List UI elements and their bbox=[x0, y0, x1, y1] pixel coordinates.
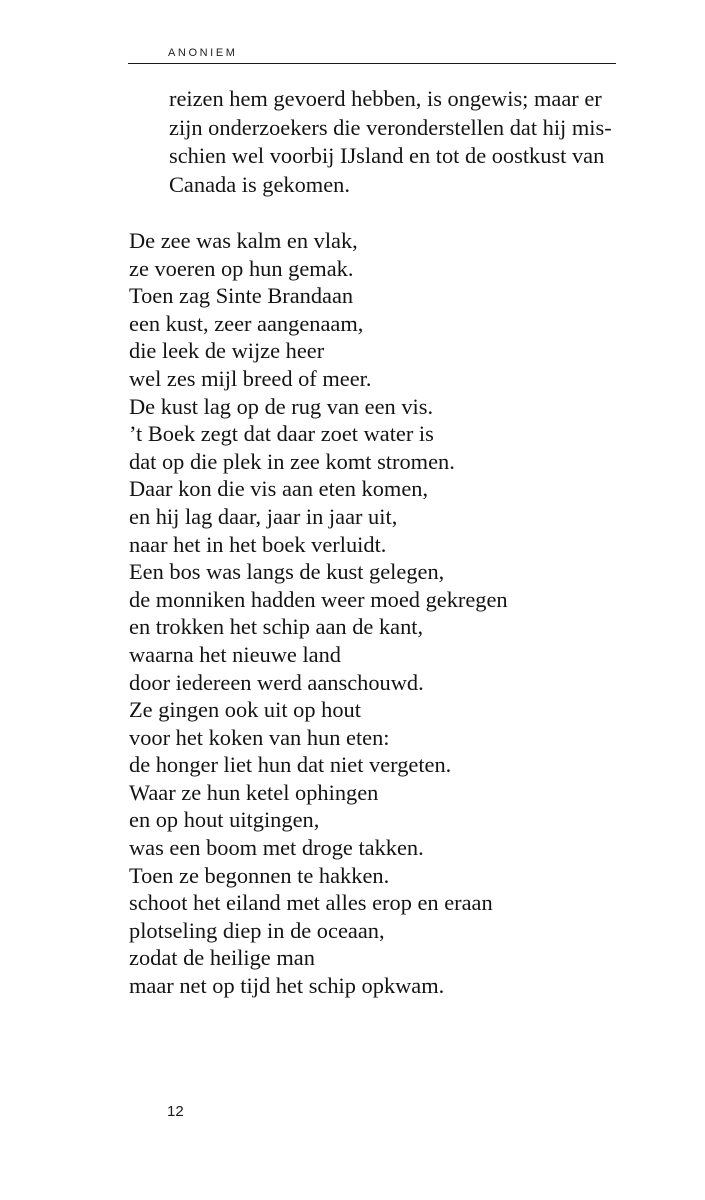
poem-line: Een bos was langs de kust gelegen, bbox=[129, 559, 445, 585]
poem-line: Toen ze begonnen te hakken. bbox=[129, 862, 390, 888]
poem-line: en op hout uitgingen, bbox=[129, 807, 320, 833]
page-number: 12 bbox=[167, 1103, 184, 1120]
poem-line: ze voeren op hun gemak. bbox=[129, 255, 354, 281]
header-rule bbox=[128, 63, 616, 64]
poem-line: waarna het nieuwe land bbox=[129, 641, 341, 667]
poem-line: Daar kon die vis aan eten komen, bbox=[129, 476, 429, 502]
intro-line: schien wel voorbij IJsland en tot de oostkust van bbox=[169, 143, 605, 168]
poem-line: een kust, zeer aangenaam, bbox=[129, 310, 364, 336]
running-head: ANONIEM bbox=[168, 47, 238, 59]
poem-line: ’t Boek zegt dat daar zoet water is bbox=[129, 421, 434, 447]
poem-line: en trokken het schip aan de kant, bbox=[129, 614, 424, 640]
poem-line: zodat de heilige man bbox=[129, 945, 315, 971]
poem-line: De kust lag op de rug van een vis. bbox=[129, 393, 434, 419]
poem-line: dat op die plek in zee komt stromen. bbox=[129, 448, 455, 474]
poem-line: maar net op tijd het schip opkwam. bbox=[129, 973, 445, 999]
poem-line: Toen zag Sinte Brandaan bbox=[129, 283, 354, 309]
poem-line: Waar ze hun ketel ophingen bbox=[129, 779, 379, 805]
poem-line: schoot het eiland met alles erop en eraan bbox=[129, 890, 493, 916]
poem-line: de honger liet hun dat niet vergeten. bbox=[129, 752, 452, 778]
poem-line: plotseling diep in de oceaan, bbox=[129, 917, 385, 943]
intro-line: zijn onderzoekers die veronderstellen dat hij mis- bbox=[169, 114, 612, 140]
poem-line: was een boom met droge takken. bbox=[129, 835, 424, 861]
poem-line: door iedereen werd aanschouwd. bbox=[129, 669, 424, 695]
poem-line: De zee was kalm en vlak, bbox=[129, 228, 358, 253]
intro-paragraph bbox=[169, 85, 619, 199]
poem-line: de monniken hadden weer moed gekregen bbox=[129, 586, 508, 612]
poem-line: naar het in het boek verluidt. bbox=[129, 531, 387, 557]
poem bbox=[129, 227, 609, 1000]
poem-line: Ze gingen ook uit op hout bbox=[129, 697, 361, 723]
poem-line: wel zes mijl breed of meer. bbox=[129, 365, 372, 391]
poem-line: en hij lag daar, jaar in jaar uit, bbox=[129, 503, 398, 529]
poem-line: voor het koken van hun eten: bbox=[129, 724, 390, 750]
intro-line: reizen hem gevoerd hebben, is ongewis; maar er bbox=[169, 86, 602, 111]
poem-line: die leek de wijze heer bbox=[129, 338, 325, 364]
intro-line: Canada is gekomen. bbox=[169, 171, 350, 197]
